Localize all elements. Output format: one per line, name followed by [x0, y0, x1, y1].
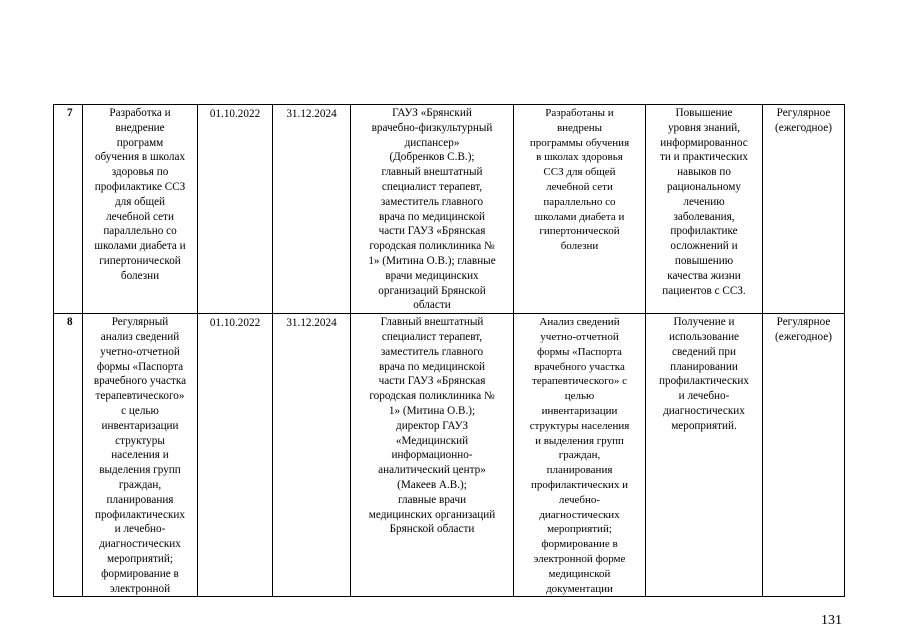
row-number: 8	[54, 314, 83, 597]
activity-cell: Разработка и внедрение программ обучения в школах здоровья по профилактике ССЗ для общей лечебной сети параллельно со школами диабета и гипертонической болезни	[83, 105, 198, 314]
table-row	[54, 105, 845, 314]
measures-table	[53, 104, 845, 597]
responsible-cell: ГАУЗ «Брянский врачебно-физкультурный диспансер» (Добренков С.В.); главный внештатный специалист терапевт, заместитель главного врача по медицинской части ГАУЗ «Брянская городская поликлиника № 1» (Митина О.В.); главные врачи медицинских организаций Брянской области	[351, 105, 514, 314]
responsible-cell: Главный внештатный специалист терапевт, заместитель главного врача по медицинской части ГАУЗ «Брянская городская поликлиника № 1» (Митина О.В.); директор ГАУЗ «Медицинский информационно- аналитический центр» (Макеев А.В.); главные врачи медицинских организаций Брянской области	[351, 314, 514, 597]
result-cell: Разработаны и внедрены программы обучения в школах здоровья ССЗ для общей лечебной сети параллельно со школами диабета и гипертонической болезни	[514, 105, 646, 314]
effect-cell: Получение и использование сведений при планировании профилактических и лечебно- диагностических мероприятий.	[646, 314, 763, 597]
table-row	[54, 314, 845, 597]
activity-cell: Регулярный анализ сведений учетно-отчетной формы «Паспорта врачебного участка терапевтического» с целью инвентаризации структуры населения и выделения групп граждан, планирования профилактических и лечебно- диагностических мероприятий; формирование в электронной	[83, 314, 198, 597]
row-number: 7	[54, 105, 83, 314]
frequency-cell: Регулярное (ежегодное)	[763, 314, 845, 597]
effect-cell: Повышение уровня знаний, информированнос ти и практических навыков по рациональному лечению заболевания, профилактике осложнений и повышению качества жизни пациентов с ССЗ.	[646, 105, 763, 314]
start-date-cell: 01.10.2022	[198, 314, 273, 597]
result-cell: Анализ сведений учетно-отчетной формы «Паспорта врачебного участка терапевтического» с целью инвентаризации структуры населения и выделения групп граждан, планирования профилактических и лечебно- диагностических мероприятий; формирование в электронной форме медицинской документации	[514, 314, 646, 597]
page-number: 131	[821, 613, 842, 628]
start-date-cell: 01.10.2022	[198, 105, 273, 314]
end-date-cell: 31.12.2024	[273, 105, 351, 314]
end-date-cell: 31.12.2024	[273, 314, 351, 597]
frequency-cell: Регулярное (ежегодное)	[763, 105, 845, 314]
